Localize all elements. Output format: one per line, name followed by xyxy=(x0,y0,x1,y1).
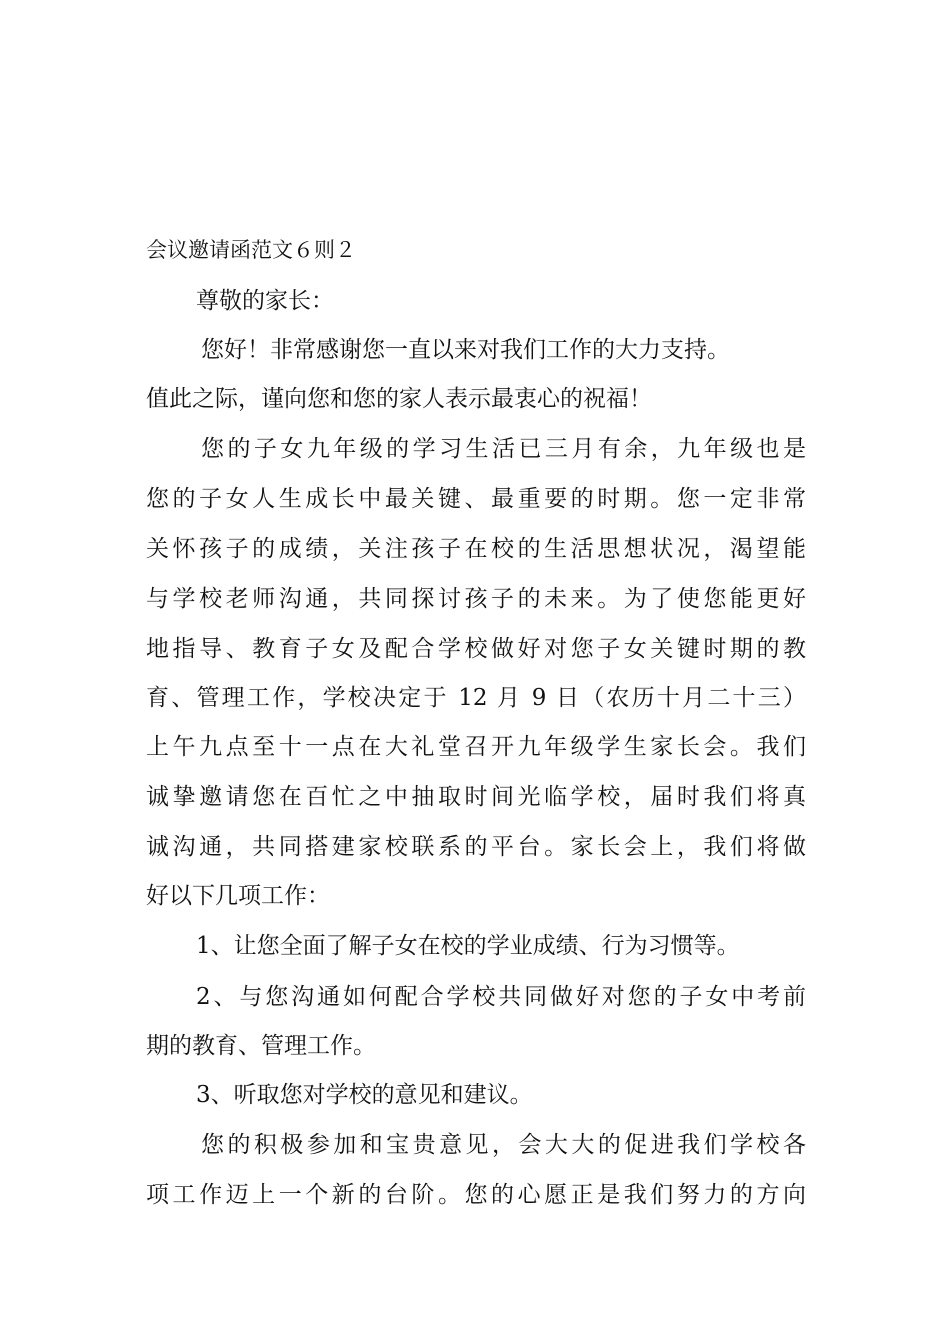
paragraph-line: 上午九点至十一点在大礼堂召开九年级学生家长会。我们 xyxy=(146,734,806,760)
document-title: 会议邀请函范文６则２ xyxy=(146,238,356,262)
paragraph-line: 好以下几项工作： xyxy=(146,883,330,909)
paragraph-line: 关怀孩子的成绩，关注孩子在校的生活思想状况，渴望能 xyxy=(146,536,806,562)
list-item-continuation: 期的教育、管理工作。 xyxy=(146,1033,376,1059)
list-item: 2、与您沟通如何配合学校共同做好对您的子女中考前 xyxy=(196,984,806,1010)
paragraph-line: 您的积极参加和宝贵意见，会大大的促进我们学校各 xyxy=(201,1132,806,1158)
list-item: 1、让您全面了解子女在校的学业成绩、行为习惯等。 xyxy=(196,933,740,959)
paragraph-line: 育、管理工作，学校决定于 12 月 9 日（农历十月二十三） xyxy=(146,685,806,711)
salutation: 尊敬的家长： xyxy=(196,288,334,314)
list-item: 3、听取您对学校的意见和建议。 xyxy=(196,1082,533,1108)
paragraph-line: 值此之际，谨向您和您的家人表示最衷心的祝福！ xyxy=(146,386,652,412)
paragraph-line: 诚沟通，共同搭建家校联系的平台。家长会上，我们将做 xyxy=(146,834,806,860)
paragraph-line: 项工作迈上一个新的台阶。您的心愿正是我们努力的方向 xyxy=(146,1182,806,1208)
paragraph-line: 您好！非常感谢您一直以来对我们工作的大力支持。 xyxy=(201,337,730,363)
paragraph-line: 您的子女人生成长中最关键、最重要的时期。您一定非常 xyxy=(146,486,806,512)
paragraph-line: 诚挚邀请您在百忙之中抽取时间光临学校，届时我们将真 xyxy=(146,784,806,810)
paragraph-line: 地指导、教育子女及配合学校做好对您子女关键时期的教 xyxy=(146,636,806,662)
paragraph-line: 与学校老师沟通，共同探讨孩子的未来。为了使您能更好 xyxy=(146,586,806,612)
paragraph-line: 您的子女九年级的学习生活已三月有余，九年级也是 xyxy=(201,436,806,462)
